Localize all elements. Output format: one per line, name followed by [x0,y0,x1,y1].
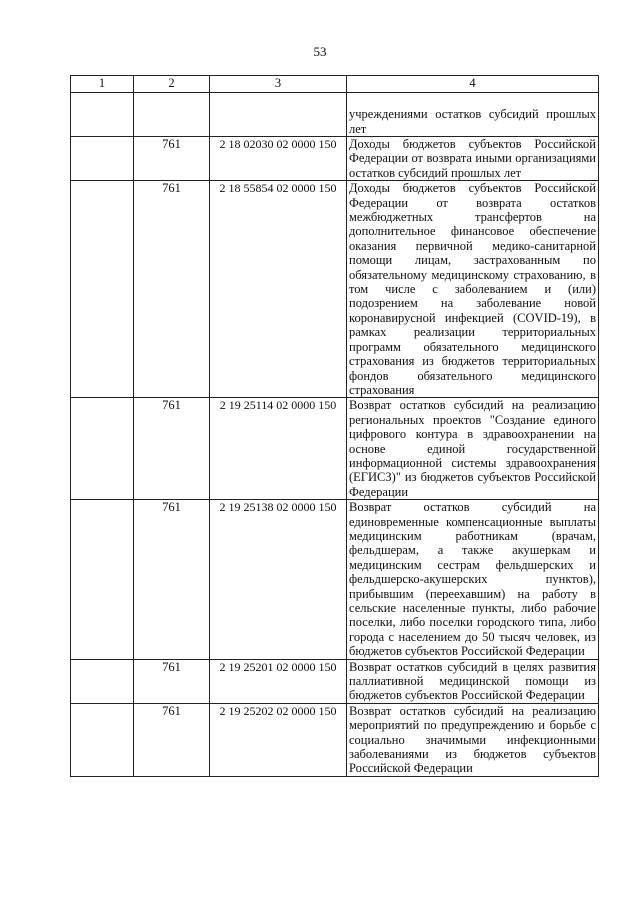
table-row [71,500,599,659]
income-code-cell [210,93,347,137]
row-number-cell [71,398,134,500]
row-number-cell [71,93,134,137]
row-number-cell [71,181,134,398]
income-name-cell: Доходы бюджетов субъектов Российской Федерации от возврата иными организациями остатков субсидий прошлых лет [347,137,599,181]
row-number-cell [71,137,134,181]
income-code-cell: 2 19 25114 02 0000 150 [210,398,347,500]
admin-code-cell: 761 [134,703,210,776]
column-header-income-name: 4 [347,76,599,93]
table-row [71,137,599,181]
table-row [71,181,599,398]
admin-code-cell: 761 [134,500,210,659]
table-row [71,659,599,703]
admin-code-cell: 761 [134,398,210,500]
column-header-income-code: 3 [210,76,347,93]
income-name-cell: Доходы бюджетов субъектов Российской Федерации от возврата остатков межбюджетных трансфертов на дополнительное финансовое обеспечение оказания первичной медико-санитарной помощи лицам, застрахованным по обязательному медицинскому страхованию, в том числе с заболеванием и (или) подозрением на заболевание новой коронавирусной инфекцией (COVID-19), в рамках реализации территориальных программ обязательного медицинского страхования из бюджетов территориальных фондов обязательного медицинского страхования [347,181,599,398]
admin-code-cell: 761 [134,181,210,398]
income-name-cell: Возврат остатков субсидий на реализацию региональных проектов "Создание единого цифрового контура в здравоохранении на основе единой государственной информационной системы здравоохранения (ЕГИСЗ)" из бюджетов субъектов Российской Федерации [347,398,599,500]
table-row [71,93,599,137]
income-name-cell: Возврат остатков субсидий в целях развития паллиативной медицинской помощи из бюджетов субъектов Российской Федерации [347,659,599,703]
income-name-cell: Возврат остатков субсидий на реализацию мероприятий по предупреждению и борьбе с социально значимыми инфекционными заболеваниями из бюджетов субъектов Российской Федерации [347,703,599,776]
income-code-cell: 2 19 25201 02 0000 150 [210,659,347,703]
column-header-number: 1 [71,76,134,93]
row-number-cell [71,703,134,776]
admin-code-cell: 761 [134,659,210,703]
income-name-cell: Возврат остатков субсидий на единовременные компенсационные выплаты медицинским работникам (врачам, фельдшерам, а также акушеркам и медицинским сестрам фельдшерских и фельдшерско-акушерских пунктов), прибывшим (переехавшим) на работу в сельские населенные пункты, либо рабочие поселки, либо поселки городского типа, либо города с населением до 50 тысяч человек, из бюджетов субъектов Российской Федерации [347,500,599,659]
table-row [71,398,599,500]
admin-code-cell: 761 [134,137,210,181]
admin-code-cell [134,93,210,137]
income-code-cell: 2 19 25202 02 0000 150 [210,703,347,776]
page-number: 53 [313,44,327,59]
income-code-cell: 2 18 55854 02 0000 150 [210,181,347,398]
column-header-admin-code: 2 [134,76,210,93]
income-name-cell: учреждениями остатков субсидий прошлых лет [347,93,599,137]
income-code-cell: 2 19 25138 02 0000 150 [210,500,347,659]
row-number-cell [71,500,134,659]
table-header-row [71,76,599,93]
row-number-cell [71,659,134,703]
budget-codes-table [70,75,599,777]
income-code-cell: 2 18 02030 02 0000 150 [210,137,347,181]
table-row [71,703,599,776]
